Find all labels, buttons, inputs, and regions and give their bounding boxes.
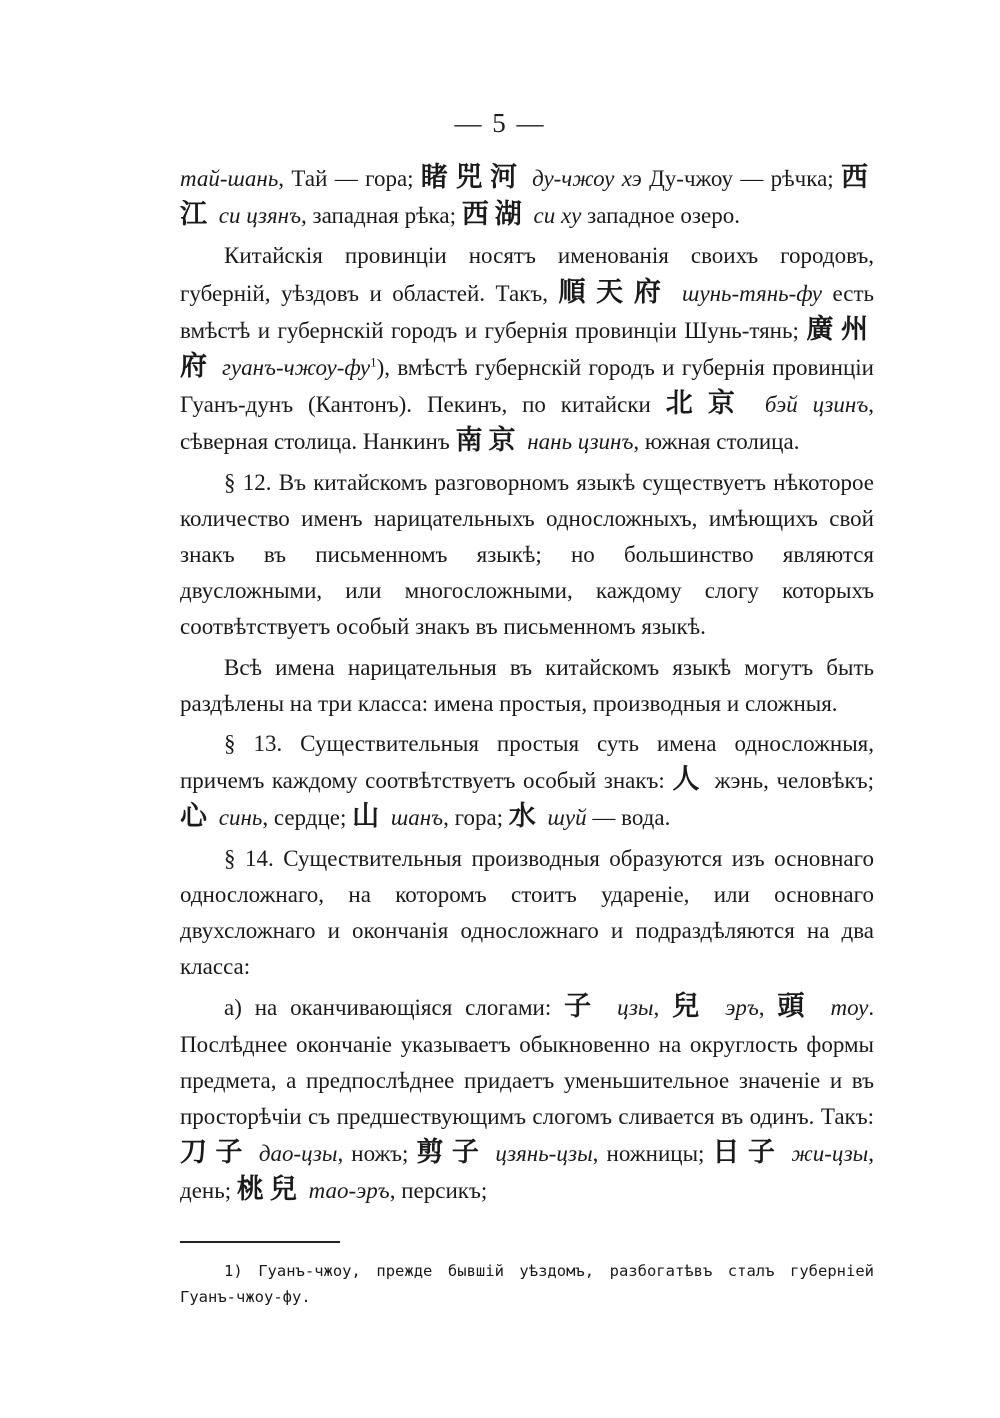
chinese-characters: 刀子 — [180, 1137, 251, 1169]
text-run: , западная рѣка; — [301, 203, 462, 229]
chinese-characters: 南京 — [455, 425, 522, 457]
transliteration: эръ — [725, 995, 759, 1021]
chinese-characters: 睹兕河 — [420, 162, 525, 193]
text-run: . Послѣднее окончаніе указываетъ обыкновенно на округлость формы предмета, а предпослѣднее придаетъ уменьшительное значеніе и въ просторѣчіи съ предшествующимъ слогомъ сливается въ одинъ. Такъ: — [180, 995, 875, 1130]
transliteration: нань цзинъ — [527, 429, 634, 455]
chinese-characters: 人 — [672, 764, 708, 796]
text-run: ), вмѣстѣ губернскій городъ и губернія провинціи Гуанъ-дунъ (Кантонъ). Пекинъ, по китайски — [180, 355, 874, 418]
text-run: , сѣверная столица. Нанкинъ — [180, 392, 875, 455]
paragraph-provinces — [180, 238, 874, 460]
chinese-characters: 西湖 — [461, 199, 528, 231]
transliteration: цзы — [617, 995, 654, 1021]
chinese-characters: 兒 — [672, 991, 713, 1023]
text-run: , гора; — [443, 805, 509, 831]
transliteration: цзянь-цзы — [495, 1141, 593, 1167]
transliteration: тоу — [830, 995, 869, 1021]
text-run: , день; — [180, 1141, 875, 1204]
footnote-divider — [180, 1241, 340, 1243]
footnote-text: 1) Гуанъ-чжоу, прежде бывшій уѣздомъ, разбогатѣвъ сталъ губерніей Гуанъ-чжоу-фу. — [180, 1262, 874, 1306]
chinese-characters: 廣州府 — [180, 313, 875, 383]
chinese-characters: 日子 — [712, 1137, 784, 1169]
chinese-characters: 北京 — [665, 388, 750, 420]
chinese-characters: 順天府 — [558, 276, 672, 308]
chinese-characters: 心 — [180, 801, 213, 833]
transliteration: шуй — [547, 805, 587, 831]
text-run: , персикъ; — [389, 1178, 488, 1204]
chinese-characters: 桃兒 — [236, 1174, 303, 1206]
chinese-characters: 頭 — [777, 991, 818, 1023]
chinese-characters: 水 — [508, 801, 542, 833]
paragraph-suffixes — [180, 989, 874, 1209]
text-run: , — [758, 995, 778, 1021]
transliteration: шунь-тянь-фу — [682, 280, 823, 306]
footnote-marker: 1 — [370, 354, 377, 370]
text-run: — вода. — [586, 805, 671, 831]
main-text — [180, 160, 874, 1214]
text-run: жэнь, человѣкъ; — [707, 768, 875, 794]
paragraph-section-12: § 12. Въ китайскомъ разговорномъ языкѣ существуетъ нѣкоторое количество именъ нарицательныхъ односложныхъ, имѣющихъ свой знакъ въ письменномъ языкѣ; но большинство являются двусложными, или многосложными, каждому слогу которыхъ соотвѣтствуетъ особый знакъ въ письменномъ языкѣ. — [180, 469, 874, 640]
transliteration: тай-шань — [180, 166, 279, 191]
transliteration: бэй цзинъ — [764, 392, 869, 418]
text-run: , Тай — гора; — [278, 166, 421, 191]
text-run: Ду-чжоу — рѣчка; — [641, 166, 842, 191]
text-run: , ножъ; — [337, 1141, 417, 1167]
text-run: § 13. Существительныя простыя суть имена односложныя, причемъ каждому соотвѣтствуетъ особый знакъ: — [180, 731, 874, 794]
text-run: , ножницы; — [592, 1141, 713, 1167]
text-run: , южная столица. — [633, 429, 800, 455]
page-number: — 5 — — [454, 108, 546, 138]
text-run: западное озеро. — [581, 203, 740, 229]
transliteration: дао-цзы — [258, 1141, 338, 1167]
transliteration: ду-чжоу хэ — [532, 166, 642, 191]
transliteration: шанъ — [390, 805, 444, 831]
chinese-characters: 西江 — [180, 162, 875, 231]
footnote — [180, 1258, 874, 1310]
transliteration: жи-цзы — [791, 1141, 869, 1167]
chinese-characters: 剪子 — [416, 1137, 488, 1169]
text-run: есть вмѣстѣ и губернскій городъ и губернія провинціи Шунь-тянь; — [180, 280, 874, 343]
transliteration: синь — [218, 805, 263, 831]
paragraph-section-13 — [180, 726, 874, 837]
chinese-characters: 山 — [352, 801, 386, 833]
text-run: , — [653, 995, 673, 1021]
text-run: а) на оканчивающіяся слогами: — [224, 995, 565, 1021]
transliteration: тао-эръ — [308, 1178, 390, 1204]
paragraph-section-14: § 14. Существительныя производныя образуются изъ основнаго односложнаго, на которомъ стоитъ удареніе, или основнаго двухсложнаго и окончанія односложнаго и подраздѣляются на два класса: — [180, 845, 874, 980]
paragraph-continuation — [180, 160, 874, 234]
transliteration: си цзянъ — [218, 203, 302, 229]
transliteration: гуанъ-чжоу-фу — [221, 355, 371, 381]
transliteration: си ху — [533, 203, 582, 229]
text-run: , сердце; — [262, 805, 353, 831]
chinese-characters: 子 — [564, 991, 605, 1023]
paragraph-noun-classes: Всѣ имена нарицательныя въ китайскомъ языкѣ могутъ быть раздѣлены на три класса: имена простыя, производныя и сложныя. — [180, 654, 874, 716]
text-run: Китайскія провинціи носятъ именованія своихъ городовъ, губерній, уѣздовъ и областей. Такъ, — [180, 243, 874, 306]
